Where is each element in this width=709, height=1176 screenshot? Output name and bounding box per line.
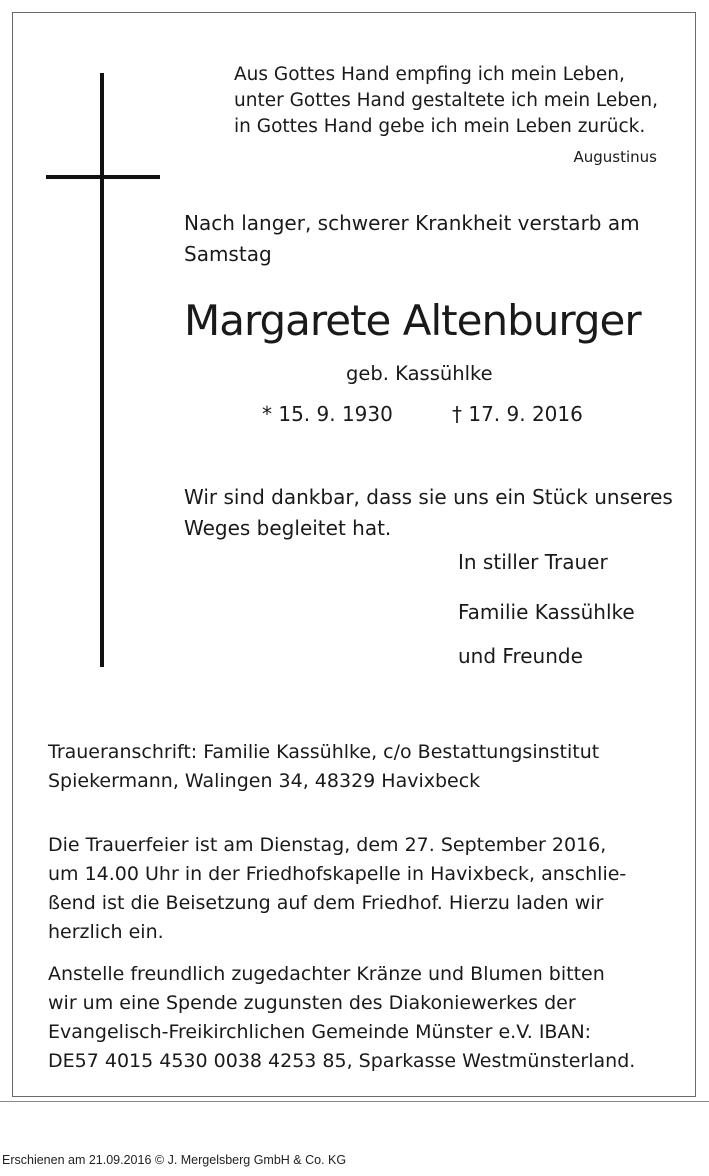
deceased-name: Margarete Altenburger <box>184 296 641 345</box>
donation-info: Anstelle freundlich zugedachter Kränze und Blumen bitten wir um eine Spende zugunsten des Diakoniewerkes der Evangelisch-Freikirchlichen Gemeinde Münster e.V. IBAN: DE57 4015 4530 0038 4253 85, Sparkasse Westmünsterland. <box>48 963 636 1072</box>
death-date: † 17. 9. 2016 <box>452 402 583 426</box>
birth-name: geb. Kassühlke <box>346 362 493 385</box>
mourning-line: In stiller Trauer <box>458 550 608 574</box>
funeral-service-info: Die Trauerfeier ist am Dienstag, dem 27. September 2016, um 14.00 Uhr in der Friedhofskapelle in Havixbeck, anschlie- ßend ist die Beisetzung auf dem Friedhof. Hierzu laden wir herzlich ein. <box>48 834 627 943</box>
thanks-text: Wir sind dankbar, dass sie uns ein Stück unseres Weges begleitet hat. <box>184 485 673 540</box>
birth-date: * 15. 9. 1930 <box>262 402 393 426</box>
poem-author: Augustinus <box>573 148 657 166</box>
family-friends: und Freunde <box>458 644 583 668</box>
family-name: Familie Kassühlke <box>458 600 635 624</box>
intro-text: Nach langer, schwerer Krankheit verstarb am Samstag <box>184 211 640 266</box>
cross-icon-horizontal <box>46 175 160 179</box>
poem-quote: Aus Gottes Hand empfing ich mein Leben, unter Gottes Hand gestaltete ich mein Leben, in Gottes Hand gebe ich mein Leben zurück. <box>234 64 659 137</box>
mourning-address: Traueranschrift: Familie Kassühlke, c/o Bestattungsinstitut Spiekermann, Walingen 34, 48329 Havixbeck <box>48 741 600 792</box>
footer-divider <box>0 1101 709 1102</box>
publication-footer: Erschienen am 21.09.2016 © J. Mergelsberg GmbH & Co. KG <box>2 1152 347 1167</box>
cross-icon-vertical <box>100 73 104 667</box>
